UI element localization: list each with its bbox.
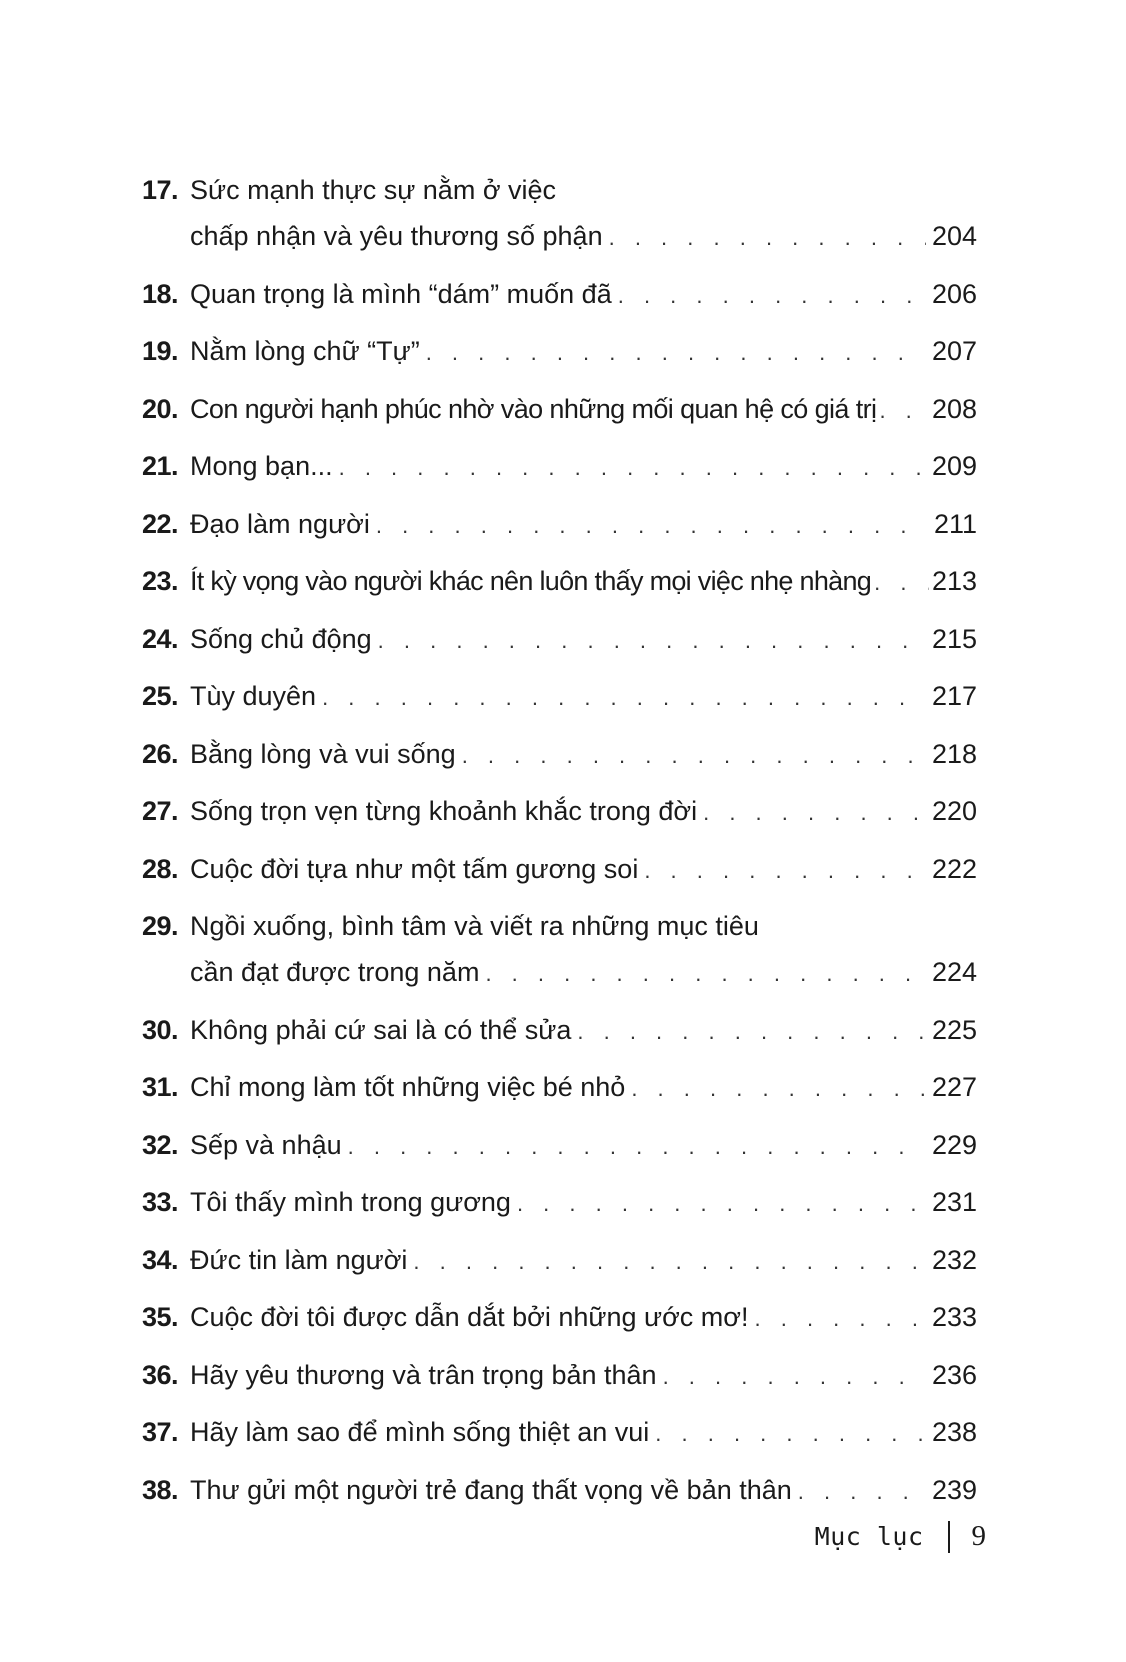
- dot-leader: [426, 330, 926, 376]
- entry-title: Không phải cứ sai là có thể sửa: [190, 1014, 572, 1045]
- dot-leader: [485, 951, 926, 997]
- entry-page: 206: [931, 278, 977, 309]
- entry-row: [142, 271, 977, 319]
- entry-number: 28.: [142, 853, 179, 884]
- page-footer: [815, 1520, 986, 1553]
- entry-page: 229: [931, 1129, 977, 1160]
- entry-number: 33.: [142, 1187, 179, 1217]
- entry-title: Cuộc đời tựa như một tấm gương soi: [190, 853, 639, 884]
- entry-row: [142, 1467, 977, 1515]
- dot-leader: [609, 215, 926, 261]
- entry-number: 25.: [142, 681, 179, 711]
- entry-title: Sếp và nhậu: [190, 1129, 342, 1160]
- toc-entry-38: [142, 1467, 977, 1515]
- toc-entry-25: [142, 673, 977, 721]
- entry-number: 35.: [142, 1302, 179, 1332]
- dot-leader: [644, 848, 926, 894]
- entry-number: 18.: [142, 278, 179, 309]
- entry-page: 233: [931, 1302, 977, 1332]
- entry-number: 38.: [142, 1474, 179, 1505]
- entry-title: Hãy yêu thương và trân trọng bản thân: [190, 1359, 657, 1390]
- toc-entry-31: [142, 1064, 977, 1112]
- entry-page: 225: [931, 1014, 977, 1045]
- entry-row: [142, 328, 977, 376]
- entry-number: 22.: [142, 508, 179, 539]
- entry-page: 207: [931, 336, 977, 366]
- toc-entry-24: [142, 616, 977, 664]
- dot-leader: [618, 273, 926, 319]
- table-of-contents: [142, 167, 977, 1524]
- entry-title: Mong bạn...: [190, 451, 333, 481]
- entry-row: [142, 1237, 977, 1285]
- entry-page: 224: [931, 957, 977, 987]
- dot-leader: [798, 1469, 926, 1515]
- dot-leader: [376, 503, 927, 549]
- entry-page: 239: [931, 1474, 977, 1505]
- dot-leader: [339, 445, 926, 491]
- entry-number: 21.: [142, 451, 179, 481]
- dot-leader: [577, 1009, 926, 1055]
- dot-leader: [322, 675, 926, 721]
- entry-page: 204: [931, 221, 977, 251]
- entry-row: [142, 1007, 977, 1055]
- entry-number: 19.: [142, 336, 179, 366]
- entry-page: 217: [931, 681, 977, 711]
- entry-title-line1: Sức mạnh thực sự nằm ở việc: [190, 175, 557, 205]
- entry-title: Ít kỳ vọng vào người khác nên luôn thấy mọi việc nhẹ nhàng: [190, 566, 872, 596]
- entry-page: 211: [933, 508, 977, 539]
- entry-number: 31.: [142, 1072, 179, 1102]
- entry-row: [142, 1064, 977, 1112]
- entry-row: [142, 788, 977, 836]
- toc-entry-30: [142, 1007, 977, 1055]
- toc-entry-28: [142, 846, 977, 894]
- dot-leader: [462, 733, 926, 779]
- footer-divider: [948, 1521, 950, 1553]
- entry-number: 20.: [142, 393, 179, 424]
- dot-leader: [348, 1124, 926, 1170]
- toc-entry-23: [142, 558, 977, 606]
- entry-row: [142, 1352, 977, 1400]
- entry-title: Tùy duyên: [190, 681, 317, 711]
- entry-page: 213: [931, 566, 977, 596]
- footer-section-label: Mục lục: [814, 1522, 924, 1551]
- entry-number: 32.: [142, 1129, 179, 1160]
- toc-entry-18: [142, 271, 977, 319]
- dot-leader: [703, 790, 926, 836]
- dot-leader: [631, 1066, 926, 1112]
- entry-row: [142, 673, 977, 721]
- entry-title: Đạo làm người: [190, 508, 370, 539]
- entry-page: 227: [931, 1072, 977, 1102]
- entry-title-line1: Ngồi xuống, bình tâm và viết ra những mục tiêu: [190, 911, 759, 941]
- toc-entry-32: [142, 1122, 977, 1170]
- entry-title: Sống chủ động: [190, 623, 372, 654]
- entry-number: 34.: [142, 1244, 179, 1275]
- toc-entry-34: [142, 1237, 977, 1285]
- entry-title: Cuộc đời tôi được dẫn dắt bởi những ước mơ!: [190, 1302, 749, 1332]
- entry-title: cần đạt được trong năm: [190, 957, 480, 987]
- dot-leader: [755, 1296, 926, 1342]
- entry-title: Đức tin làm người: [190, 1244, 408, 1275]
- dot-leader: [663, 1354, 926, 1400]
- toc-entry-19: [142, 328, 977, 376]
- entry-title: Thư gửi một người trẻ đang thất vọng về bản thân: [190, 1474, 792, 1505]
- entry-page: 222: [931, 853, 977, 884]
- dot-leader: [655, 1411, 926, 1457]
- toc-entry-20: [142, 386, 977, 434]
- page-number: 9: [971, 1520, 986, 1552]
- entry-page: 218: [931, 738, 977, 769]
- entry-row: [142, 846, 977, 894]
- dot-leader: [879, 388, 929, 434]
- entry-number: 27.: [142, 796, 179, 826]
- entry-row: [142, 731, 977, 779]
- entry-page: 220: [931, 796, 977, 826]
- dot-leader: [517, 1181, 926, 1227]
- entry-page: 215: [931, 623, 977, 654]
- toc-entry-36: [142, 1352, 977, 1400]
- entry-row: [142, 213, 977, 261]
- entry-row: [142, 558, 977, 606]
- entry-number: 30.: [142, 1014, 179, 1045]
- entry-row: [142, 501, 977, 549]
- entry-row: [142, 386, 977, 434]
- entry-number: 17.: [142, 175, 179, 205]
- toc-entry-27: [142, 788, 977, 836]
- toc-entry-21: [142, 443, 977, 491]
- entry-page: 208: [931, 393, 977, 424]
- entry-title: Quan trọng là mình “dám” muốn đã: [190, 278, 612, 309]
- toc-entry-35: [142, 1294, 977, 1342]
- dot-leader: [874, 560, 929, 606]
- entry-page: 231: [931, 1187, 977, 1217]
- entry-number: 29.: [142, 911, 179, 941]
- toc-entry-17: [142, 167, 977, 261]
- toc-entry-29: [142, 903, 977, 997]
- dot-leader: [413, 1239, 926, 1285]
- entry-number: 26.: [142, 738, 179, 769]
- entry-number: 23.: [142, 566, 179, 596]
- dot-leader: [378, 618, 926, 664]
- entry-row: [142, 1294, 977, 1342]
- entry-title: Nằm lòng chữ “Tự”: [190, 336, 420, 366]
- entry-row: [142, 1122, 977, 1170]
- entry-title: Con người hạnh phúc nhờ vào những mối quan hệ có giá trị: [190, 393, 877, 424]
- entry-title: Sống trọn vẹn từng khoảnh khắc trong đời: [190, 796, 698, 826]
- entry-title: chấp nhận và yêu thương số phận: [190, 221, 603, 251]
- toc-entry-26: [142, 731, 977, 779]
- entry-number: 36.: [142, 1359, 179, 1390]
- entry-number: 24.: [142, 623, 179, 654]
- entry-page: 232: [931, 1244, 977, 1275]
- toc-entry-33: [142, 1179, 977, 1227]
- entry-page: 238: [931, 1417, 977, 1447]
- entry-row: [142, 616, 977, 664]
- entry-page: 236: [931, 1359, 977, 1390]
- toc-entry-37: [142, 1409, 977, 1457]
- entry-page: 209: [931, 451, 977, 481]
- entry-title: Tôi thấy mình trong gương: [190, 1187, 511, 1217]
- entry-title: Chỉ mong làm tốt những việc bé nhỏ: [190, 1072, 626, 1102]
- entry-row: [142, 443, 977, 491]
- toc-entry-22: [142, 501, 977, 549]
- entry-row: [142, 1409, 977, 1457]
- entry-row: [142, 1179, 977, 1227]
- entry-number: 37.: [142, 1417, 179, 1447]
- entry-title: Hãy làm sao để mình sống thiệt an vui: [190, 1417, 650, 1447]
- entry-row: [142, 949, 977, 997]
- entry-title: Bằng lòng và vui sống: [190, 738, 456, 769]
